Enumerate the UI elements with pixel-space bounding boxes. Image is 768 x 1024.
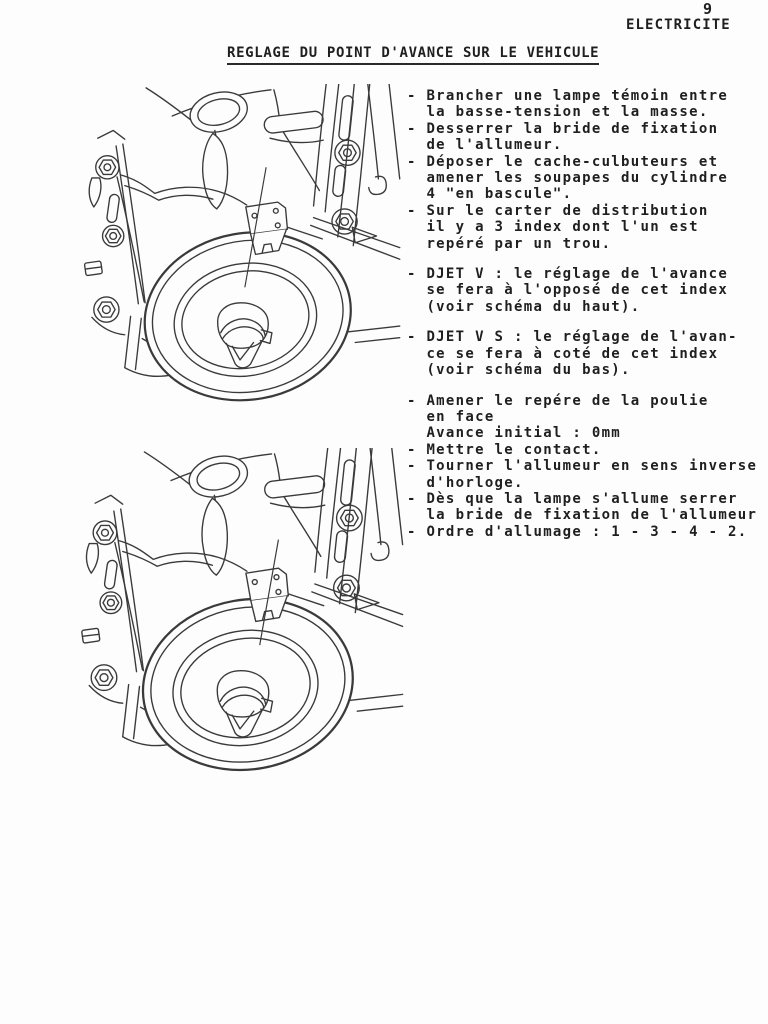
page-title: REGLAGE DU POINT D'AVANCE SUR LE VEHICULE bbox=[227, 45, 599, 65]
instruction-line: de l'allumeur. bbox=[407, 137, 563, 154]
instruction-line: - Dès que la lampe s'allume serrer bbox=[407, 490, 738, 507]
page-number: 9 bbox=[703, 0, 714, 18]
instruction-line: - DJET V S : le réglage de l'avan- bbox=[407, 329, 738, 346]
instruction-line: se fera à l'opposé de cet index bbox=[407, 282, 729, 299]
instruction-line: (voir schéma du bas). bbox=[407, 362, 631, 379]
instruction-line: - Brancher une lampe témoin entre bbox=[407, 88, 729, 104]
instruction-gap bbox=[407, 315, 763, 329]
instruction-line: - Tourner l'allumeur en sens inverse bbox=[407, 458, 758, 475]
instruction-line: - Amener le repére de la poulie bbox=[407, 392, 709, 409]
instruction-line: - Sur le carter de distribution bbox=[407, 202, 709, 219]
instruction-line: - DJET V : le réglage de l'avance bbox=[407, 266, 729, 283]
instruction-line: - Mettre le contact. bbox=[407, 441, 602, 458]
figure-engine-pulley-schema-haut bbox=[76, 84, 404, 418]
instruction-line: 4 "en bascule". bbox=[407, 186, 573, 203]
instruction-line: Avance initial : 0mm bbox=[407, 425, 622, 442]
instruction-line: (voir schéma du haut). bbox=[407, 298, 641, 315]
instruction-line: - Desserrer la bride de fixation bbox=[407, 120, 719, 137]
instruction-line: il y a 3 index dont l'un est bbox=[407, 219, 699, 236]
instruction-line: d'horloge. bbox=[407, 474, 524, 491]
instruction-gap bbox=[407, 252, 763, 266]
instruction-gap bbox=[407, 379, 763, 393]
figure-engine-pulley-schema-bas bbox=[76, 448, 404, 788]
section-header: ELECTRICITE bbox=[626, 17, 731, 33]
instruction-line: amener les soupapes du cylindre bbox=[407, 170, 729, 187]
instruction-line: la bride de fixation de l'allumeur bbox=[407, 507, 758, 524]
instruction-line: ce se fera à coté de cet index bbox=[407, 345, 719, 362]
instruction-line: - Déposer le cache-culbuteurs et bbox=[407, 153, 719, 170]
instruction-line: - Ordre d'allumage : 1 - 3 - 4 - 2. bbox=[407, 523, 748, 540]
instruction-list bbox=[407, 88, 763, 540]
instruction-line: la basse-tension et la masse. bbox=[407, 104, 709, 121]
instruction-line: en face bbox=[407, 408, 495, 425]
instruction-line: repéré par un trou. bbox=[407, 235, 612, 252]
